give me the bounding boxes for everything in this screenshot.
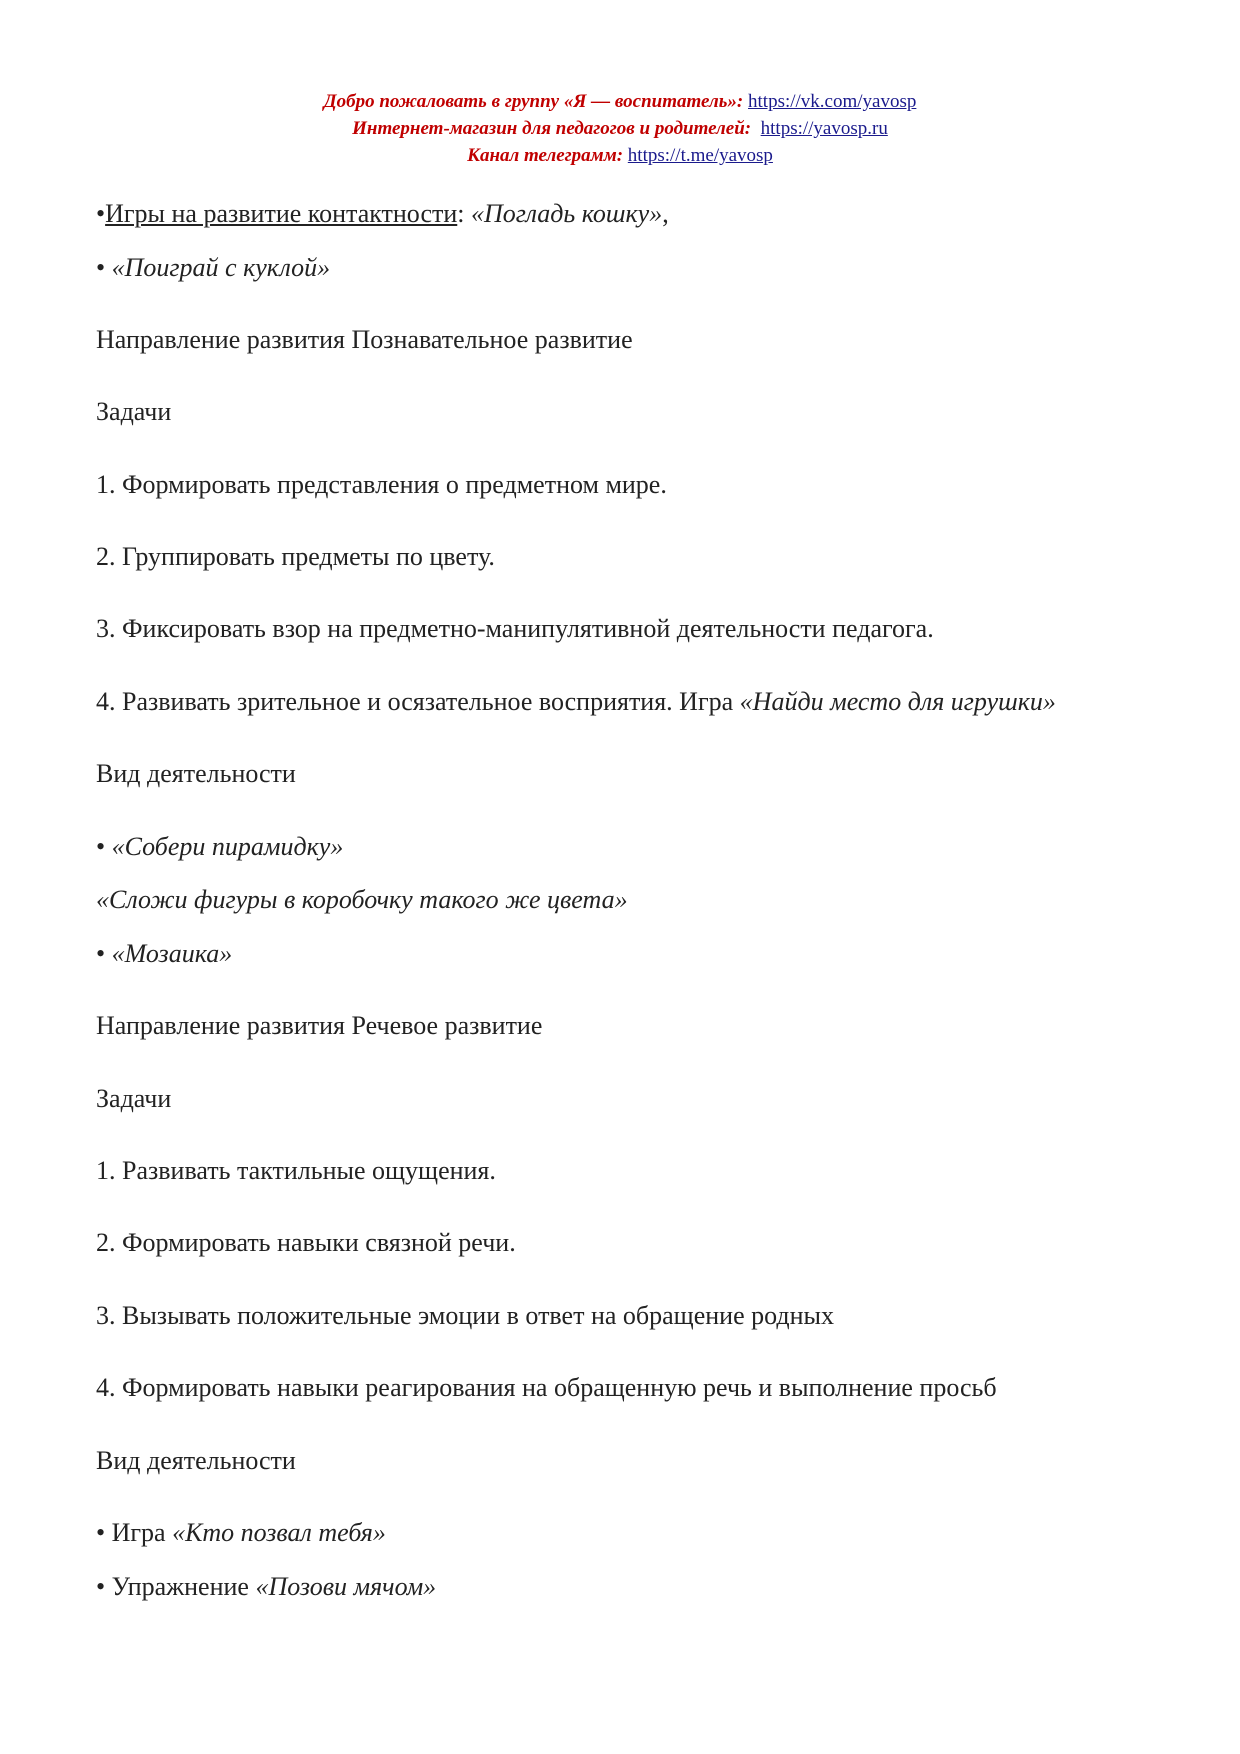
activity-prefix: • Упражнение	[96, 1572, 256, 1601]
cognitive-task-3: 3. Фиксировать взор на предметно-манипулятивной деятельности педагога.	[96, 614, 934, 643]
who-called-game-line	[96, 1517, 386, 1549]
game-find-place: «Найди место для игрушки»	[739, 687, 1056, 716]
doll-game-line	[96, 252, 330, 284]
game-mosaic: «Мозаика»	[111, 939, 233, 968]
vk-group-link[interactable]: https://vk.com/yavosp	[748, 91, 917, 112]
bullet: •	[96, 199, 106, 228]
group-invite-label: Добро пожаловать в группу «Я — воспитатель»:	[323, 91, 744, 112]
shop-link[interactable]: https://yavosp.ru	[760, 118, 888, 139]
contact-games-line	[96, 198, 669, 230]
cognitive-direction: Направление развития Познавательное развитие	[96, 325, 633, 354]
pyramid-game-line	[96, 831, 343, 863]
speech-direction: Направление развития Речевое развитие	[96, 1011, 543, 1040]
shop-label: Интернет-магазин для педагогов и родителей:	[352, 118, 752, 139]
speech-task-1: 1. Развивать тактильные ощущения.	[96, 1156, 496, 1185]
speech-task-4: 4. Формировать навыки реагирования на обращенную речь и выполнение просьб	[96, 1373, 997, 1402]
bullet: •	[96, 832, 112, 861]
telegram-link[interactable]: https://t.me/yavosp	[627, 145, 773, 166]
speech-task-3: 3. Вызывать положительные эмоции в ответ на обращение родных	[96, 1301, 834, 1330]
bullet: •	[96, 253, 112, 282]
telegram-label: Канал телеграмм:	[467, 145, 624, 166]
game-play-doll: «Поиграй с куклой»	[111, 253, 331, 282]
page-header	[0, 88, 1240, 169]
shapes-game-line	[96, 884, 628, 916]
task-text: 4. Развивать зрительное и осязательное восприятия. Игра	[96, 687, 740, 716]
activity-prefix: • Игра	[96, 1518, 173, 1547]
game-call-ball: «Позови мячом»	[255, 1572, 437, 1601]
header-shop-line	[0, 115, 1240, 142]
cognitive-task-4	[96, 686, 1056, 718]
speech-task-2: 2. Формировать навыки связной речи.	[96, 1228, 516, 1257]
header-telegram-line	[0, 142, 1240, 169]
cognitive-tasks-heading: Задачи	[96, 397, 172, 426]
game-who-called: «Кто позвал тебя»	[172, 1518, 386, 1547]
ball-exercise-line	[96, 1571, 436, 1603]
contact-games-label: Игры на развитие контактности	[105, 199, 458, 228]
game-pyramid: «Собери пирамидку»	[111, 832, 344, 861]
cognitive-task-1: 1. Формировать представления о предметном мире.	[96, 470, 667, 499]
header-group-line	[0, 88, 1240, 115]
speech-activity-heading: Вид деятельности	[96, 1446, 296, 1475]
game-stroke-cat: «Погладь кошку»	[471, 199, 663, 228]
bullet: •	[96, 939, 112, 968]
game-shapes-box: «Сложи фигуры в коробочку такого же цвета»	[96, 885, 628, 914]
separator: :	[457, 199, 471, 228]
trailing-comma: ,	[662, 199, 669, 228]
mosaic-game-line	[96, 938, 232, 970]
cognitive-activity-heading: Вид деятельности	[96, 759, 296, 788]
speech-tasks-heading: Задачи	[96, 1084, 172, 1113]
cognitive-task-2: 2. Группировать предметы по цвету.	[96, 542, 495, 571]
